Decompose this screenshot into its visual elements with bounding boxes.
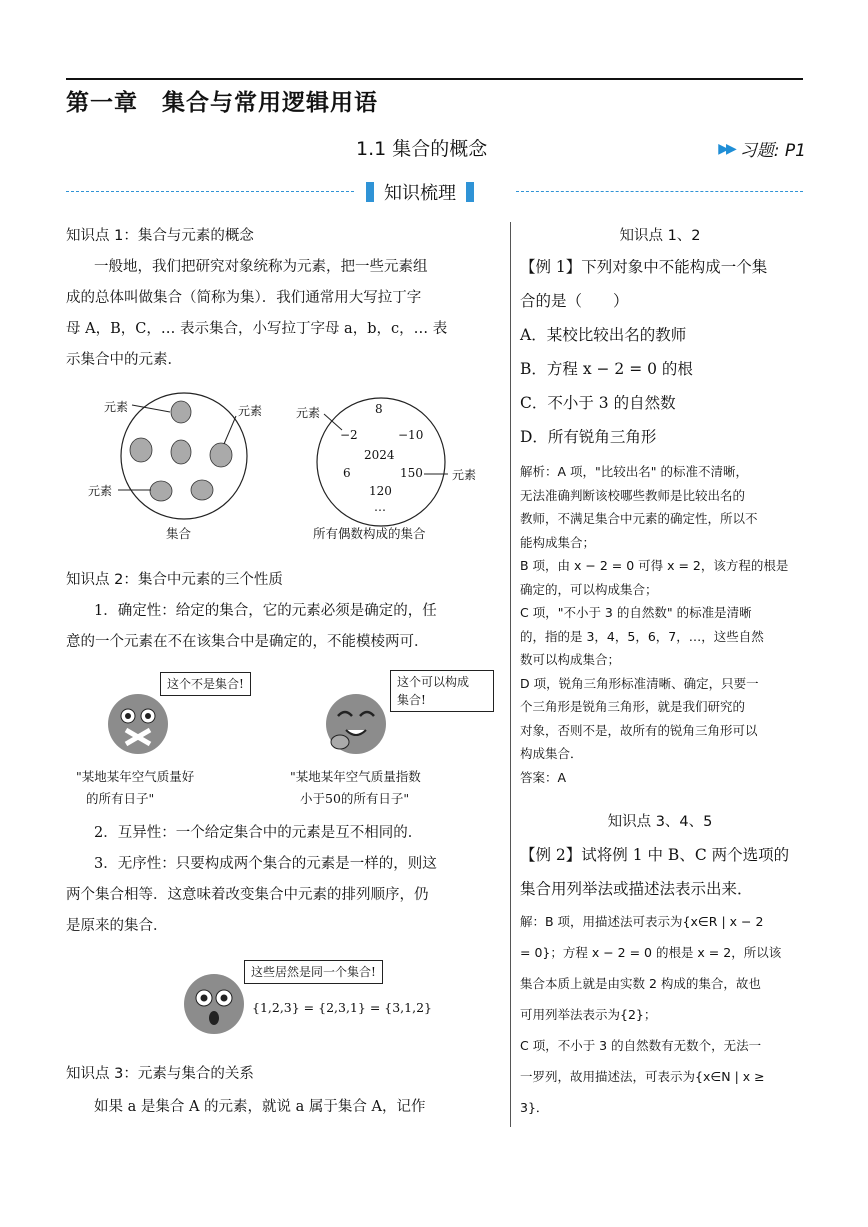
set-number: 6 (343, 466, 351, 480)
kp2-paragraph-cont (66, 818, 506, 942)
bug-icon (191, 480, 213, 500)
solution-line: C 项，"不小于 3 的自然数" 的标准是清晰 (520, 605, 752, 620)
solution-line: 个三角形是锐角三角形，就是我们研究的 (520, 699, 746, 714)
quote-line: 小于50的所有日子" (300, 791, 410, 806)
solution-1 (520, 460, 805, 789)
exercise-label: 习题: P1 (739, 141, 806, 161)
element-label: 元素 (452, 468, 477, 482)
example-1 (520, 250, 805, 454)
solution-line: 一罗列，故用描述法，可表示为{x∈N | x ≥ (520, 1069, 765, 1084)
kp345-heading: 知识点 3、4、5 (607, 814, 713, 830)
set-number: −2 (340, 428, 358, 442)
top-rule (66, 78, 803, 80)
solution-line: 解析：A 项，"比较出名" 的标准不清晰， (520, 464, 748, 479)
answer-line: 答案：A (520, 769, 567, 785)
speech-bubble: 这些居然是同一个集合! (244, 960, 383, 984)
option-b: B．方程 x − 2 = 0 的根 (520, 360, 693, 378)
solution-line: 对象，否则不是，故所有的锐角三角形可以 (520, 722, 758, 738)
chapter-title: 第一章 集合与常用逻辑用语 (66, 90, 378, 116)
set-number: 150 (400, 466, 423, 480)
set-number: 2024 (364, 448, 395, 462)
badge-bar-icon (466, 182, 474, 202)
solution-line: B 项，由 x − 2 = 0 可得 x = 2，该方程的根是 (520, 558, 789, 573)
kp12-heading: 知识点 1、2 (619, 228, 701, 244)
pointer-line (224, 416, 236, 444)
kp1-heading: 知识点 1：集合与元素的概念 (66, 228, 254, 244)
text-line: 是原来的集合． (66, 918, 168, 934)
example-line: 合的是（ ） (520, 292, 629, 310)
solution-line: = 0}；方程 x − 2 = 0 的根是 x = 2，所以该 (520, 945, 782, 960)
figure-caption: 所有偶数构成的集合 (313, 526, 426, 541)
text-line: 3．无序性：只要构成两个集合的元素是一样的，则这 (94, 856, 437, 872)
quote-is-set (290, 766, 421, 810)
quote-line: "某地某年空气质量指数 (290, 769, 421, 784)
quote-line: 的所有日子" (86, 791, 155, 806)
option-a: A．某校比较出名的教师 (520, 326, 687, 344)
owl-icon (171, 440, 191, 464)
kp3-line: 如果 a 是集合 A 的元素，就说 a 属于集合 A，记作 (94, 1099, 426, 1115)
element-label: 元素 (104, 400, 129, 414)
exercise-reference[interactable] (718, 136, 806, 161)
solution-line: 无法准确判断该校哪些教师是比较出名的 (520, 487, 746, 503)
frog-icon (171, 401, 191, 423)
solution-line: 可用列举法表示为{2}； (520, 1007, 657, 1022)
double-arrow-icon: ▶▶ (718, 140, 734, 157)
text-line: 1．确定性：给定的集合，它的元素必须是确定的，任 (94, 603, 437, 619)
pointer-line (132, 405, 170, 412)
text-line: 一般地，我们把研究对象统称为元素，把一些元素组 (94, 259, 428, 275)
solution-line: 教师，不满足集合中元素的确定性，所以不 (520, 511, 758, 526)
kp2-paragraph (66, 596, 506, 658)
surprised-face-icon (184, 974, 244, 1034)
speech-bubble: 这个不是集合! (160, 672, 251, 696)
badge-bar-icon (366, 182, 374, 202)
set-number: 8 (375, 402, 383, 416)
section-badge (366, 179, 474, 205)
example-line: 【例 2】试将例 1 中 B、C 两个选项的 (520, 846, 790, 864)
bubble-line: 这个可以构成 (397, 675, 470, 689)
element-label: 元素 (88, 484, 113, 498)
text-line: 2．互异性：一个给定集合中的元素是互不相同的． (94, 825, 423, 841)
set-number: −10 (398, 428, 424, 442)
kp3-heading: 知识点 3：元素与集合的关系 (66, 1066, 254, 1082)
text-line: 成的总体叫做集合（简称为集）．我们通常用大写拉丁字 (66, 290, 422, 306)
solution-line: 的，指的是 3，4，5，6，7，…，这些自然 (520, 628, 764, 644)
kp1-paragraph (66, 252, 506, 376)
solution-line: C 项，不小于 3 的自然数有无数个，无法一 (520, 1038, 762, 1053)
bubble-line: 集合! (397, 693, 426, 707)
divider-right (516, 191, 803, 192)
solution-line: 集合本质上就是由实数 2 构成的集合，故也 (520, 976, 761, 991)
solution-line: 3}． (520, 1100, 549, 1115)
column-divider (510, 222, 511, 1127)
text-line: 意的一个元素在不在该集合中是确定的，不能模棱两可． (66, 634, 429, 650)
element-label: 元素 (238, 404, 263, 418)
set-equality: {1,2,3} = {2,3,1} = {3,1,2} (252, 1000, 432, 1015)
set-number: … (374, 500, 386, 514)
example-2 (520, 838, 805, 906)
cross-mouth-face-icon (108, 694, 168, 754)
section-title: 1.1 集合的概念 (356, 138, 488, 160)
solution-line: 能构成集合； (520, 534, 596, 550)
kp2-heading: 知识点 2：集合中元素的三个性质 (66, 572, 283, 588)
text-line: 母 A，B，C，… 表示集合，小写拉丁字母 a，b，c，… 表 (66, 321, 448, 337)
crab-icon (150, 481, 172, 501)
solution-line: D 项，锐角三角形标准清晰、确定，只要一 (520, 675, 759, 691)
divider-left (66, 191, 354, 192)
badge-label: 知识梳理 (384, 183, 456, 204)
smiling-face-icon (326, 694, 386, 754)
text-line: 两个集合相等．这意味着改变集合中元素的排列顺序，仍 (66, 887, 429, 903)
option-c: C．不小于 3 的自然数 (520, 394, 676, 412)
quote-line: "某地某年空气质量好 (76, 769, 195, 784)
bird-icon (210, 443, 232, 467)
solution-line: 解：B 项，用描述法可表示为{x∈R | x − 2 (520, 914, 764, 929)
animal-icons (130, 401, 232, 501)
solution-line: 数可以构成集合； (520, 652, 621, 667)
example-line: 【例 1】下列对象中不能构成一个集 (520, 258, 768, 276)
example-line: 集合用列举法或描述法表示出来． (520, 880, 753, 898)
element-label: 元素 (296, 406, 321, 420)
solution-2 (520, 906, 805, 1123)
solution-line: 构成集合． (520, 746, 583, 761)
figure-caption: 集合 (166, 526, 192, 541)
solution-line: 确定的，可以构成集合； (520, 581, 658, 597)
set-number: 120 (369, 484, 392, 498)
quote-not-set (76, 766, 194, 810)
option-d: D．所有锐角三角形 (520, 428, 657, 446)
text-line: 示集合中的元素． (66, 352, 182, 368)
speech-bubble (390, 670, 494, 712)
fish-icon (130, 438, 152, 462)
